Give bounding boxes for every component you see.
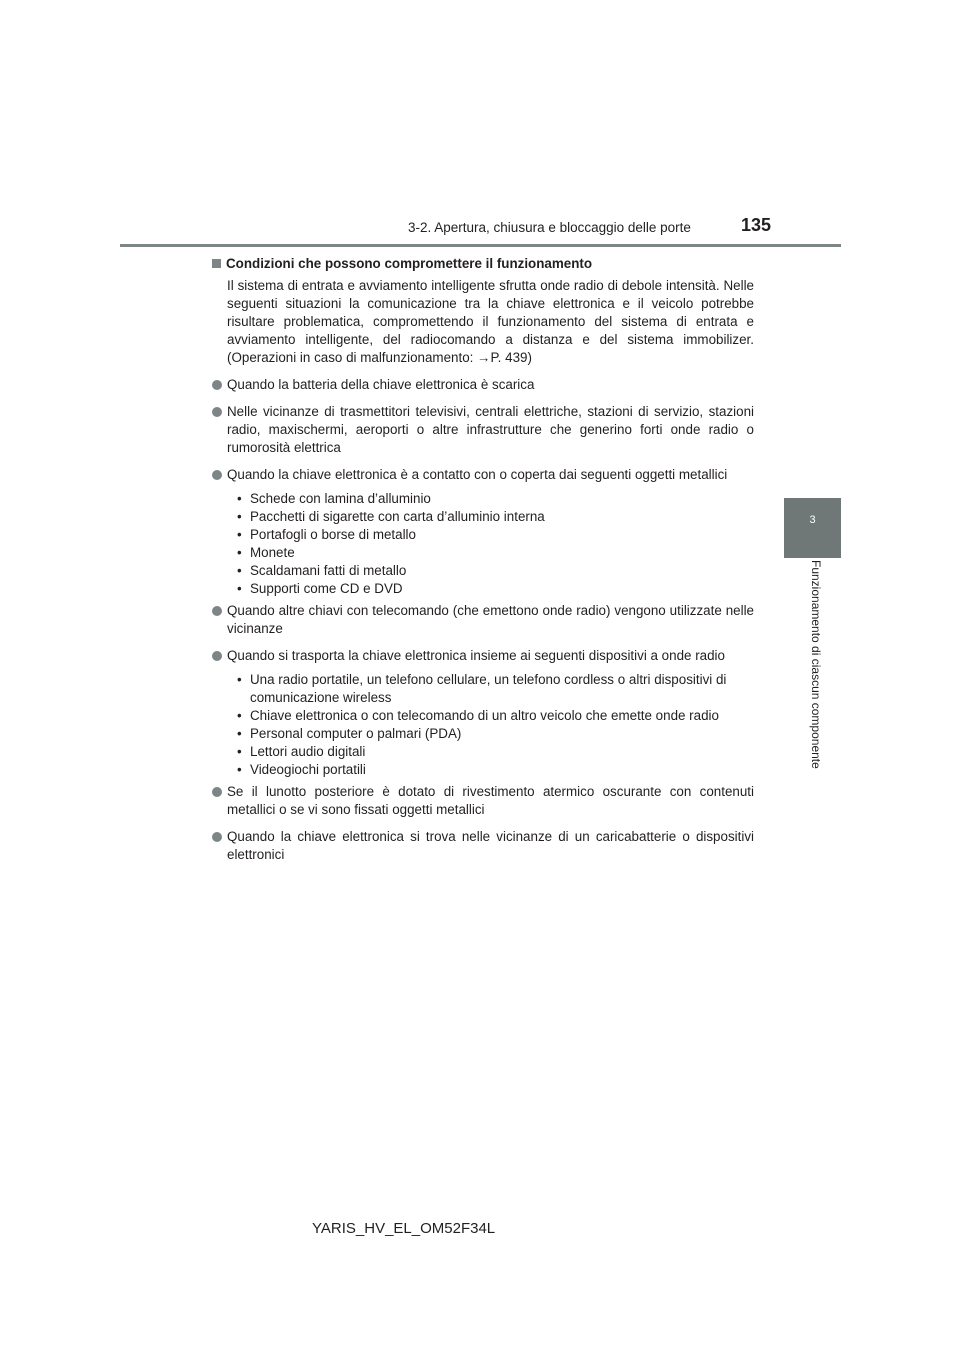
bullet-item bbox=[212, 466, 754, 484]
dot-bullet-icon: • bbox=[237, 762, 242, 777]
circle-bullet-icon bbox=[212, 407, 222, 417]
sub-list-item-text: Monete bbox=[250, 545, 295, 560]
header-rule bbox=[120, 244, 841, 247]
sub-list-item-text: Una radio portatile, un telefono cellulare, un telefono cordless o altri dispositivi di comunicazione wireless bbox=[250, 672, 727, 705]
bullet-text: Quando la chiave elettronica è a contatto con o coperta dai seguenti oggetti metallici bbox=[227, 467, 728, 482]
bullet-item bbox=[212, 647, 754, 665]
sub-list-item bbox=[227, 526, 754, 544]
dot-bullet-icon: • bbox=[237, 581, 242, 596]
sub-list-item bbox=[227, 580, 754, 598]
bullet-item bbox=[212, 602, 754, 638]
dot-bullet-icon: • bbox=[237, 744, 242, 759]
circle-bullet-icon bbox=[212, 380, 222, 390]
dot-bullet-icon: • bbox=[237, 527, 242, 542]
sub-list-item bbox=[227, 761, 754, 779]
square-bullet-icon bbox=[212, 259, 221, 268]
circle-bullet-icon bbox=[212, 651, 222, 661]
intro-paragraph: Il sistema di entrata e avviamento intelligente sfrutta onde radio di debole intensità. Nelle seguenti situazioni la comunicazione tra la chiave elettronica e il veicolo potrebbe risultare problematica, compromettendo il funzionamento del sistema di entrata e avviamento intelligente, del radiocomando a distanza e del sistema immobilizer. (Operazioni in caso di malfunzionamento: →P. 439) bbox=[227, 278, 754, 365]
dot-bullet-icon: • bbox=[237, 563, 242, 578]
bullet-list bbox=[212, 376, 754, 864]
bullet-text: Quando si trasporta la chiave elettronica insieme ai seguenti dispositivi a onde radio bbox=[227, 648, 725, 663]
bullet-item bbox=[212, 403, 754, 457]
sub-list-item-text: Pacchetti di sigarette con carta d’alluminio interna bbox=[250, 509, 545, 524]
sub-list bbox=[227, 671, 754, 779]
bullet-item bbox=[212, 376, 754, 394]
sub-list bbox=[227, 490, 754, 598]
sub-list-item-text: Portafogli o borse di metallo bbox=[250, 527, 416, 542]
sub-list-item bbox=[227, 725, 754, 743]
chapter-number: 3 bbox=[809, 514, 816, 526]
sub-list-item-text: Supporti come CD e DVD bbox=[250, 581, 403, 596]
dot-bullet-icon: • bbox=[237, 509, 242, 524]
bullet-text: Se il lunotto posteriore è dotato di rivestimento atermico oscurante con contenuti metallici o se vi sono fissati oggetti metallici bbox=[227, 784, 754, 817]
chapter-side-label: Funzionamento di ciascun componente bbox=[809, 560, 823, 769]
dot-bullet-icon: • bbox=[237, 672, 242, 687]
dot-bullet-icon: • bbox=[237, 491, 242, 506]
sub-list-item bbox=[227, 508, 754, 526]
dot-bullet-icon: • bbox=[237, 708, 242, 723]
page-number: 135 bbox=[741, 215, 772, 235]
sub-list-item-text: Videogiochi portatili bbox=[250, 762, 366, 777]
sub-list-item-text: Chiave elettronica o con telecomando di un altro veicolo che emette onde radio bbox=[250, 708, 719, 723]
main-content bbox=[212, 255, 754, 873]
bullet-text: Quando la chiave elettronica si trova nelle vicinanze di un caricabatterie o dispositivi elettronici bbox=[227, 829, 754, 862]
sub-list-item bbox=[227, 490, 754, 508]
sub-list-item-text: Scaldamani fatti di metallo bbox=[250, 563, 407, 578]
bullet-text: Nelle vicinanze di trasmettitori televisivi, centrali elettriche, stazioni di servizio, stazioni radio, maxischermi, aeroporti o altre infrastrutture che generino forti onde radio o rumorosità elettrica bbox=[227, 404, 754, 455]
sub-list-item bbox=[227, 671, 754, 707]
dot-bullet-icon: • bbox=[237, 726, 242, 741]
sub-list-item bbox=[227, 743, 754, 761]
sub-list-item bbox=[227, 562, 754, 580]
dot-bullet-icon: • bbox=[237, 545, 242, 560]
sub-list-item-text: Schede con lamina d’alluminio bbox=[250, 491, 431, 506]
circle-bullet-icon bbox=[212, 470, 222, 480]
bullet-item bbox=[212, 828, 754, 864]
footer-document-code: YARIS_HV_EL_OM52F34L bbox=[312, 1220, 496, 1237]
sub-list-item-text: Personal computer o palmari (PDA) bbox=[250, 726, 462, 741]
section-heading bbox=[212, 255, 754, 273]
circle-bullet-icon bbox=[212, 832, 222, 842]
header-section-title: 3-2. Apertura, chiusura e bloccaggio delle porte bbox=[408, 220, 691, 235]
sub-list-item-text: Lettori audio digitali bbox=[250, 744, 366, 759]
bullet-text: Quando altre chiavi con telecomando (che emettono onde radio) vengono utilizzate nelle vicinanze bbox=[227, 603, 754, 636]
bullet-text: Quando la batteria della chiave elettronica è scarica bbox=[227, 377, 535, 392]
bullet-item bbox=[212, 783, 754, 819]
sub-list-item bbox=[227, 707, 754, 725]
sub-list-item bbox=[227, 544, 754, 562]
circle-bullet-icon bbox=[212, 787, 222, 797]
chapter-side-tab bbox=[784, 498, 841, 558]
section-heading-text: Condizioni che possono compromettere il funzionamento bbox=[226, 256, 593, 271]
circle-bullet-icon bbox=[212, 606, 222, 616]
